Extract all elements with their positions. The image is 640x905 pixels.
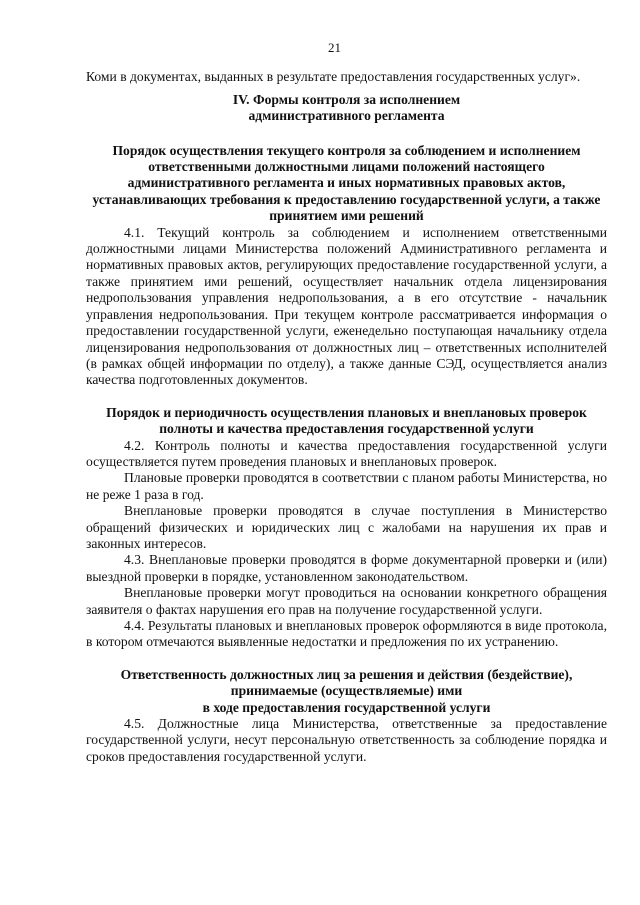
paragraph-4-2: 4.2. Контроль полноты и качества предоставления государственной услуги осуществляется путем проведения плановых и внеплановых проверок. bbox=[86, 437, 607, 469]
paragraph-4-4: 4.4. Результаты плановых и внеплановых проверок оформляются в виде протокола, в котором отмечаются выявленные недостатки и предложения по их устранению. bbox=[86, 618, 607, 650]
paragraph-unplanned-checks: Внеплановые проверки проводятся в случае поступления в Министерство обращений физических и юридических лиц с жалобами на нарушения их прав и законных интересов. bbox=[86, 503, 607, 551]
subsection-3-heading-line2: принимаемые (осуществляемые) ими bbox=[230, 683, 463, 699]
subsection-3-heading-line3: в ходе предоставления государственной услуги bbox=[202, 699, 491, 715]
intro-paragraph: Коми в документах, выданных в результате предоставления государственных услуг». bbox=[86, 69, 581, 85]
section-iv-title-line1: IV. Формы контроля за исполнением bbox=[232, 91, 461, 107]
paragraph-4-1: 4.1. Текущий контроль за соблюдением и исполнением ответственными должностными лицами Министерства положений Административного регламента и нормативных правовых актов, регулирующих предоставление государственной услуги, а также принятием ими решений, осуществляет начальник отдела лицензирования недропользования управления недропользования, а в его отсутствие - начальник управления недропользования. При текущем контроле рассматривается информация о предоставлении государственной услуги, еженедельно поступающая начальнику отдела лицензирования недропользования от должностных лиц – ответственных исполнителей (в рамках общей информации по отделу), а также данные СЭД, осуществляется анализ качества подготовленных документов. bbox=[86, 224, 607, 388]
page-number: 21 bbox=[328, 40, 341, 55]
subsection-3-heading-line1: Ответственность должностных лиц за решения и действия (бездействие), bbox=[120, 666, 573, 682]
paragraph-planned-checks: Плановые проверки проводятся в соответствии с планом работы Министерства, но не реже 1 раза в год. bbox=[86, 470, 607, 502]
subsection-2-heading: Порядок и периодичность осуществления плановых и внеплановых проверок полноты и качества предоставления государственной услуги bbox=[106, 404, 587, 437]
paragraph-4-5: 4.5. Должностные лица Министерства, ответственные за предоставление государственной услуги, несут персональную ответственность за соблюдение порядка и сроков предоставления государственной услуги. bbox=[86, 716, 607, 764]
subsection-1-heading: Порядок осуществления текущего контроля за соблюдением и исполнением ответственными должностными лицами положений настоящего административного регламента и иных нормативных правовых актов, устанавливающих требования к предоставлению государственной услуги, а также принятием ими решений bbox=[92, 142, 601, 224]
paragraph-unplanned-basis: Внеплановые проверки могут проводиться на основании конкретного обращения заявителя о фактах нарушения его прав на получение государственной услуги. bbox=[86, 585, 607, 617]
section-iv-title-line2: административного регламента bbox=[248, 108, 445, 124]
paragraph-4-3: 4.3. Внеплановые проверки проводятся в форме документарной проверки и (или) выездной проверки в порядке, установленном законодательством. bbox=[86, 552, 607, 584]
